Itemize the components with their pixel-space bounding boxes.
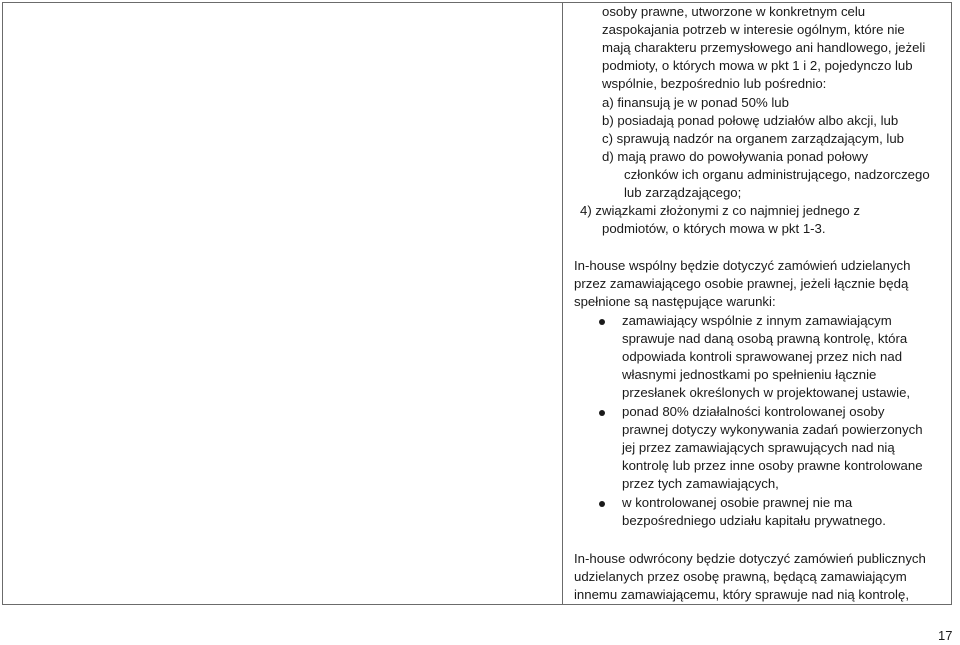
bullet-line: bezpośredniego udziału kapitału prywatnego. bbox=[622, 513, 886, 528]
list-item-4: 4) związkami złożonymi z co najmniej jednego z bbox=[580, 203, 860, 218]
list-item-b: b) posiadają ponad połowę udziałów albo akcji, lub bbox=[602, 113, 899, 128]
list-item-d: d) mają prawo do powoływania ponad połowy bbox=[602, 149, 869, 164]
bullet-line: jej przez zamawiających sprawujących nad nią bbox=[622, 440, 895, 455]
paragraph-line: udzielanych przez osobę prawną, będącą zamawiającym bbox=[574, 569, 907, 584]
bullet-line: przesłanek określonych w projektowanej ustawie, bbox=[622, 385, 911, 400]
paragraph-line: spełnione są następujące warunki: bbox=[574, 294, 776, 309]
bullet-line: odpowiada kontroli sprawowanej przez nich nad bbox=[622, 349, 903, 364]
bullet-line: prawnej dotyczy wykonywania zadań powierzonych bbox=[622, 422, 923, 437]
text-line: członków ich organu administrującego, nadzorczego bbox=[624, 167, 930, 182]
text-line: zaspokajania potrzeb w interesie ogólnym, które nie bbox=[602, 22, 905, 37]
page-number: 17 bbox=[938, 628, 953, 643]
paragraph-line: In-house wspólny będzie dotyczyć zamówień udzielanych bbox=[574, 258, 911, 273]
bullet-icon bbox=[599, 410, 605, 416]
text-line: podmiotów, o których mowa w pkt 1-3. bbox=[602, 221, 826, 236]
bullet-line: przez tych zamawiających, bbox=[622, 476, 779, 491]
text-line: podmioty, o których mowa w pkt 1 i 2, pojedynczo lub bbox=[602, 58, 913, 73]
bullet-line: w kontrolowanej osobie prawnej nie ma bbox=[622, 495, 853, 510]
paragraph-line: In-house odwrócony będzie dotyczyć zamówień publicznych bbox=[574, 551, 926, 566]
list-item-a: a) finansują je w ponad 50% lub bbox=[602, 95, 789, 110]
text-line: mają charakteru przemysłowego ani handlowego, jeżeli bbox=[602, 40, 926, 55]
text-line: osoby prawne, utworzone w konkretnym celu bbox=[602, 4, 866, 19]
bullet-line: zamawiający wspólnie z innym zamawiającym bbox=[622, 313, 892, 328]
list-item-c: c) sprawują nadzór na organem zarządzającym, lub bbox=[602, 131, 904, 146]
bullet-icon bbox=[599, 501, 605, 507]
text-line: lub zarządzającego; bbox=[624, 185, 742, 200]
paragraph-line: przez zamawiającego osobie prawnej, jeżeli łącznie będą bbox=[574, 276, 909, 291]
text-line: wspólnie, bezpośrednio lub pośrednio: bbox=[602, 76, 827, 91]
bullet-icon bbox=[599, 319, 605, 325]
bullet-line: własnymi jednostkami po spełnieniu łącznie bbox=[622, 367, 877, 382]
text-cell bbox=[563, 3, 951, 604]
bullet-line: kontrolę lub przez inne osoby prawne kontrolowane bbox=[622, 458, 923, 473]
bullet-line: sprawuje nad daną osobą prawną kontrolę, która bbox=[622, 331, 908, 346]
paragraph-line: innemu zamawiającemu, który sprawuje nad nią kontrolę, bbox=[574, 587, 909, 602]
bullet-line: ponad 80% działalności kontrolowanej osoby bbox=[622, 404, 885, 419]
